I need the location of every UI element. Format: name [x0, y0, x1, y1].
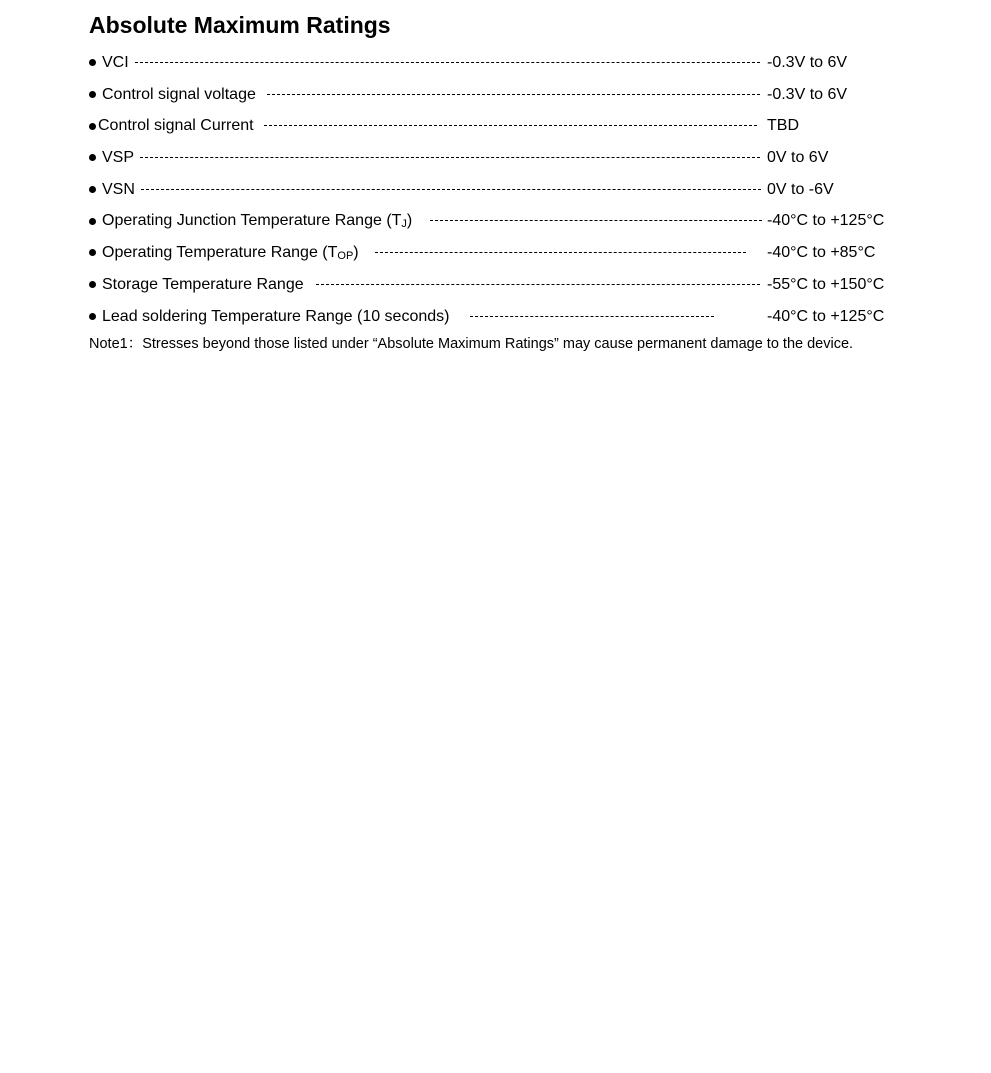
rating-label-end: ) — [353, 244, 359, 262]
bullet-icon — [89, 249, 96, 256]
rating-row-vci — [89, 47, 909, 79]
leader-line — [141, 189, 761, 190]
rating-label: Storage Temperature Range — [102, 275, 304, 293]
rating-value: -55°C to +150°C — [767, 275, 885, 293]
rating-label: VSN — [102, 180, 135, 198]
rating-row-storage-temperature — [89, 269, 909, 301]
footnote: Note1：Stresses beyond those listed under “Absolute Maximum Ratings” may cause permanent damage to the device. — [89, 336, 854, 352]
rating-label-subscript: J — [401, 218, 407, 231]
bullet-icon — [89, 218, 96, 225]
rating-value: 0V to 6V — [767, 149, 829, 167]
rating-row-vsp — [89, 142, 909, 174]
bullet-icon — [89, 154, 96, 161]
page-title: Absolute Maximum Ratings — [89, 12, 391, 38]
rating-label-end: ) — [406, 212, 413, 230]
rating-row-junction-temperature — [89, 205, 909, 237]
rating-value: -40°C to +125°C — [767, 307, 885, 325]
leader-line — [267, 94, 760, 95]
bullet-icon — [89, 59, 96, 66]
rating-row-lead-soldering — [89, 301, 909, 333]
rating-label: VCI — [102, 54, 129, 71]
rating-row-vsn — [89, 174, 909, 206]
ratings-list — [89, 47, 909, 332]
rating-value: 0V to -6V — [767, 180, 834, 198]
bullet-icon — [89, 91, 96, 98]
leader-line — [375, 252, 746, 253]
rating-value: -40°C to +125°C — [767, 212, 885, 230]
leader-line — [430, 220, 762, 221]
rating-label-subscript: OP — [337, 250, 354, 263]
leader-line — [135, 62, 760, 63]
rating-value: -40°C to +85°C — [767, 244, 876, 262]
rating-row-control-signal-voltage — [89, 79, 909, 111]
rating-row-operating-temperature — [89, 237, 909, 269]
leader-line — [470, 316, 714, 317]
leader-line — [264, 125, 757, 126]
leader-line — [316, 284, 760, 285]
bullet-icon — [89, 123, 96, 130]
rating-row-control-signal-current — [89, 110, 909, 142]
rating-label: Operating Junction Temperature Range (T — [102, 212, 402, 230]
rating-value: TBD — [767, 117, 799, 135]
rating-label: Operating Temperature Range (T — [102, 244, 338, 262]
rating-label: Lead soldering Temperature Range (10 seconds) — [102, 307, 450, 325]
rating-label: Control signal voltage — [102, 85, 256, 103]
rating-label: VSP — [102, 149, 135, 167]
leader-line — [140, 157, 760, 158]
bullet-icon — [89, 281, 96, 288]
bullet-icon — [89, 186, 96, 193]
bullet-icon — [89, 313, 96, 320]
rating-value: -0.3V to 6V — [767, 85, 848, 103]
rating-label: Control signal Current — [98, 117, 254, 135]
rating-value: -0.3V to 6V — [767, 54, 848, 71]
